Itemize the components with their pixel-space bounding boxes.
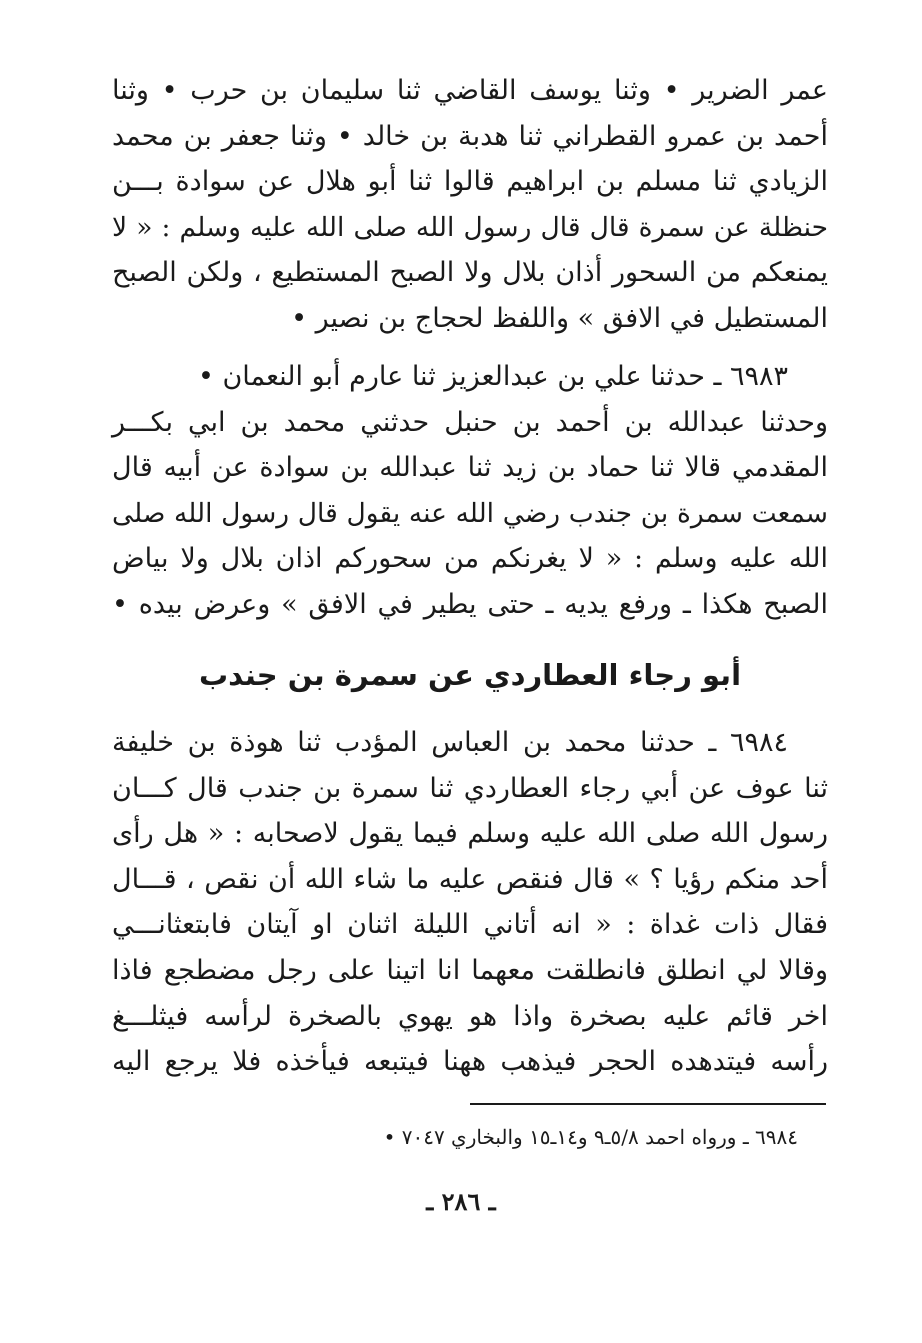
text-line: ٦٩٨٤ ـ حدثنا محمد بن العباس المؤدب ثنا هوذة بن خليفة bbox=[112, 727, 788, 758]
text-line: حنظلة عن سمرة قال قال رسول الله صلى الله عليه وسلم : « لا bbox=[112, 211, 828, 243]
footnote-divider bbox=[470, 1103, 826, 1105]
page-number: ـ ٢٨٦ ـ bbox=[426, 1187, 496, 1216]
text-line: الله عليه وسلم : « لا يغرنكم من سحوركم اذان بلال ولا بياض bbox=[112, 543, 828, 575]
text-line: الزيادي ثنا مسلم بن ابراهيم قالوا ثنا أبو هلال عن سوادة بـــن bbox=[112, 166, 828, 198]
text-line: اخر قائم عليه بصخرة واذا هو يهوي بالصخرة لرأسه فيثلـــغ bbox=[112, 1000, 828, 1032]
paragraph-continued-hadith bbox=[112, 68, 828, 342]
text-line: أحد منكم رؤيا ؟ » قال فنقص عليه ما شاء الله أن نقص ، قـــال bbox=[112, 863, 828, 895]
text-line: ٦٩٨٣ ـ حدثنا علي بن عبدالعزيز ثنا عارم أبو النعمان • bbox=[197, 361, 788, 392]
section-heading: أبو رجاء العطاردي عن سمرة بن جندب bbox=[198, 658, 742, 692]
text-line: رأسه فيتدهده الحجر فيذهب ههنا فيتبعه فيأخذه فلا يرجع اليه bbox=[112, 1046, 828, 1078]
text-line: يمنعكم من السحور أذان بلال ولا الصبح المستطيع ، ولكن الصبح bbox=[112, 257, 828, 289]
text-line: وقالا لي انطلق فانطلقت معهما انا اتينا على رجل مضطجع فاذا bbox=[112, 954, 828, 986]
text-line: رسول الله صلى الله عليه وسلم فيما يقول لاصحابه : « هل رأى bbox=[112, 818, 828, 850]
text-line: المقدمي قالا ثنا حماد بن زيد ثنا عبدالله بن سوادة عن أبيه قال bbox=[112, 452, 828, 484]
text-line: المستطيل في الافق » واللفظ لحجاج بن نصير • bbox=[291, 302, 828, 334]
text-line: الصبح هكذا ـ ورفع يديه ـ حتى يطير في الافق » وعرض بيده • bbox=[112, 588, 828, 620]
text-line: وحدثنا عبدالله بن أحمد بن حنبل حدثني محمد بن ابي بكـــر bbox=[112, 406, 828, 438]
text-line: سمعت سمرة بن جندب رضي الله عنه يقول قال رسول الله صلى bbox=[112, 497, 828, 529]
text-line: عمر الضرير • وثنا يوسف القاضي ثنا سليمان بن حرب • وثنا bbox=[112, 75, 828, 106]
paragraph-hadith-6984 bbox=[112, 720, 828, 1085]
text-line: فقال ذات غداة : « انه أتاني الليلة اثنان او آيتان فابتعثانـــي bbox=[112, 909, 828, 941]
footnote: ٦٩٨٤ ـ ورواه احمد ٥/٨ـ٩ و١٤ـ١٥ والبخاري ٧٠٤٧ • bbox=[383, 1125, 798, 1149]
text-line: أحمد بن عمرو القطراني ثنا هدبة بن خالد • وثنا جعفر بن محمد bbox=[112, 120, 828, 152]
text-line: ثنا عوف عن أبي رجاء العطاردي ثنا سمرة بن جندب قال كـــان bbox=[112, 772, 828, 804]
paragraph-hadith-6983 bbox=[112, 354, 828, 628]
